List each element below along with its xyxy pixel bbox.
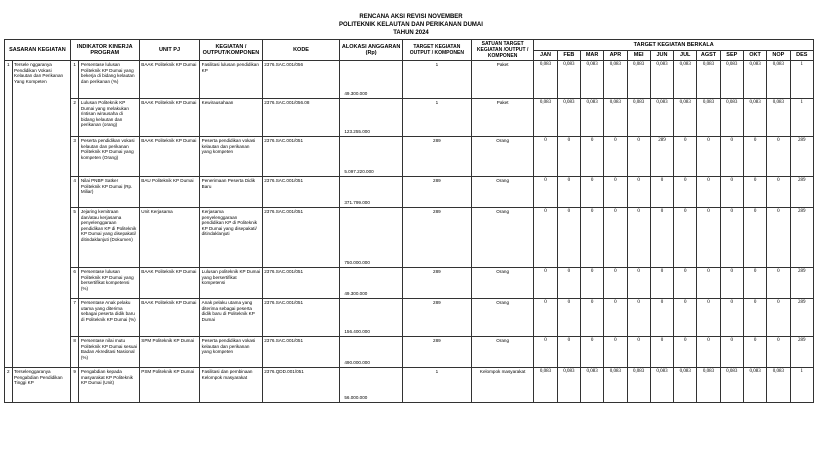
table-row bbox=[5, 99, 814, 137]
month-target: 0 bbox=[557, 337, 580, 368]
month-target: 0 bbox=[580, 299, 603, 337]
table-row bbox=[5, 61, 814, 99]
document-year: TAHUN 2024 bbox=[393, 30, 429, 36]
indikator-text: Pengabdian kepada masyarakat KP Politeknik KP Dumai (Unit) bbox=[79, 368, 139, 403]
sasaran-number: 1 bbox=[5, 61, 13, 368]
header-kode: KODE bbox=[262, 40, 340, 61]
satuan-target: Orang bbox=[471, 337, 534, 368]
month-target: 0,083 bbox=[557, 61, 580, 99]
month-target: 289 bbox=[790, 337, 814, 368]
month-target: 0 bbox=[580, 208, 603, 268]
month-target: 0 bbox=[720, 208, 743, 268]
month-target: 0 bbox=[534, 299, 557, 337]
alokasi-anggaran: 5.097.220.000 bbox=[340, 137, 403, 177]
kegiatan-text: Peserta pendidikan vokasi kelautan dan perikanan yang kompeten bbox=[200, 337, 263, 368]
month-target: 0,083 bbox=[604, 99, 627, 137]
sasaran-number: 2 bbox=[5, 368, 13, 403]
indikator-text: Persentase lulusan Politeknik KP Dumai yang bersertifikat kompetensi (%) bbox=[79, 268, 139, 299]
table-row bbox=[5, 368, 814, 403]
satuan-target: Paket bbox=[471, 99, 534, 137]
month-target: 0 bbox=[627, 137, 650, 177]
month-target: 0 bbox=[557, 177, 580, 208]
month-target: 0,083 bbox=[674, 368, 697, 403]
month-target: 0 bbox=[674, 337, 697, 368]
month-target: 0,083 bbox=[720, 61, 743, 99]
header-month: FEB bbox=[557, 50, 580, 61]
table-row bbox=[5, 268, 814, 299]
indikator-text: Lulusan Politeknik KP Dumai yang melakukan rintisan wirausaha di bidang kelautan dan perikanan (orang) bbox=[79, 99, 139, 137]
alokasi-anggaran: 56.000.000 bbox=[340, 368, 403, 403]
alokasi-anggaran: 490.000.000 bbox=[340, 337, 403, 368]
header-month: SEP bbox=[720, 50, 743, 61]
satuan-target: Orang bbox=[471, 177, 534, 208]
month-target: 0,083 bbox=[580, 99, 603, 137]
target-output: 1 bbox=[402, 61, 471, 99]
month-target: 0 bbox=[743, 268, 766, 299]
alokasi-anggaran: 123.255.000 bbox=[340, 99, 403, 137]
month-target: 289 bbox=[790, 299, 814, 337]
month-target: 0 bbox=[534, 208, 557, 268]
indikator-text: Jejaring kemitraan dan/atau kerjasama penyelenggaraan pendidikan KP di Politeknik KP Dumai yang disepakati/ ditindaklanjuti (Dokumen) bbox=[79, 208, 139, 268]
month-target: 0 bbox=[674, 268, 697, 299]
month-target: 0 bbox=[743, 208, 766, 268]
month-target: 0,083 bbox=[720, 368, 743, 403]
month-target: 0,083 bbox=[743, 99, 766, 137]
unit-pj: Unit Kerjasama bbox=[139, 208, 199, 268]
month-target: 0,083 bbox=[720, 99, 743, 137]
kegiatan-text: Fasilitasi lulusan pendidikan KP bbox=[200, 61, 263, 99]
header-unit: UNIT PJ bbox=[139, 40, 199, 61]
target-output: 1 bbox=[402, 99, 471, 137]
kode: 2376.SAC.001/051 bbox=[262, 208, 340, 268]
month-target: 0 bbox=[580, 268, 603, 299]
header-satuan: SATUAN TARGET KEGIATAN /OUTPUT / KOMPONEN bbox=[471, 40, 534, 61]
month-target: 0,083 bbox=[534, 99, 557, 137]
month-target: 0,083 bbox=[743, 61, 766, 99]
alokasi-anggaran: 750.000.000 bbox=[340, 208, 403, 268]
month-target: 0 bbox=[743, 299, 766, 337]
month-target: 289 bbox=[790, 268, 814, 299]
sasaran-text: Tersele nggaranya Pendidikan Vokasi Kelautan dan Perikanan Yang Kompeten bbox=[12, 61, 70, 368]
month-target: 0 bbox=[674, 208, 697, 268]
month-target: 0 bbox=[604, 208, 627, 268]
month-target: 0 bbox=[720, 268, 743, 299]
unit-pj: BAAK Politeknik KP Dumai bbox=[139, 137, 199, 177]
satuan-target: Kelompok masyarakat bbox=[471, 368, 534, 403]
table-row bbox=[5, 137, 814, 177]
month-target: 0,083 bbox=[534, 61, 557, 99]
month-target: 0 bbox=[674, 299, 697, 337]
month-target: 0 bbox=[604, 268, 627, 299]
unit-pj: BAAK Politeknik KP Dumai bbox=[139, 99, 199, 137]
month-target: 0,083 bbox=[604, 61, 627, 99]
target-output: 289 bbox=[402, 177, 471, 208]
month-target: 0 bbox=[580, 337, 603, 368]
kode: 2376.SAC.001/056 bbox=[262, 61, 340, 99]
month-target: 0 bbox=[697, 268, 720, 299]
header-sasaran: SASARAN KEGIATAN bbox=[5, 40, 71, 61]
header-alokasi: ALOKASI ANGGARAN (Rp) bbox=[340, 40, 403, 61]
month-target: 289 bbox=[790, 137, 814, 177]
kegiatan-text: Kerjasama penyelenggaraan pendidikan KP di Politeknik KP Dumai yang disepakati/ ditindaklanjuti bbox=[200, 208, 263, 268]
month-target: 0 bbox=[697, 137, 720, 177]
month-target: 1 bbox=[790, 61, 814, 99]
kode: 2376.SAC.001/051 bbox=[262, 177, 340, 208]
month-target: 0 bbox=[534, 337, 557, 368]
header-month: JAN bbox=[534, 50, 557, 61]
satuan-target: Orang bbox=[471, 137, 534, 177]
indikator-number: 4 bbox=[70, 177, 79, 208]
target-output: 289 bbox=[402, 337, 471, 368]
header-month: DES bbox=[790, 50, 814, 61]
header-month: AGST bbox=[697, 50, 720, 61]
header-indikator: INDIKATOR KINERJA PROGRAM bbox=[70, 40, 139, 61]
month-target: 0 bbox=[650, 337, 673, 368]
month-target: 0,083 bbox=[627, 368, 650, 403]
month-target: 0 bbox=[743, 177, 766, 208]
month-target: 0 bbox=[534, 137, 557, 177]
month-target: 0 bbox=[627, 268, 650, 299]
target-output: 1 bbox=[402, 368, 471, 403]
month-target: 0,083 bbox=[697, 99, 720, 137]
satuan-target: Paket bbox=[471, 61, 534, 99]
month-target: 0 bbox=[627, 177, 650, 208]
alokasi-anggaran: 49.300.000 bbox=[340, 268, 403, 299]
unit-pj: BAAK Politeknik KP Dumai bbox=[139, 268, 199, 299]
header-month: NOP bbox=[767, 50, 790, 61]
indikator-number: 8 bbox=[70, 337, 79, 368]
month-target: 289 bbox=[790, 208, 814, 268]
unit-pj: BAAK Politeknik KP Dumai bbox=[139, 299, 199, 337]
alokasi-anggaran: 371.799.000 bbox=[340, 177, 403, 208]
month-target: 0 bbox=[604, 299, 627, 337]
month-target: 0 bbox=[767, 208, 790, 268]
month-target: 0,083 bbox=[674, 61, 697, 99]
kode: 2376.SAC.001/056.08 bbox=[262, 99, 340, 137]
month-target: 0 bbox=[627, 208, 650, 268]
kode: 2376.SAC.001/051 bbox=[262, 299, 340, 337]
month-target: 0 bbox=[743, 337, 766, 368]
month-target: 0 bbox=[720, 299, 743, 337]
month-target: 0 bbox=[743, 137, 766, 177]
month-target: 0,083 bbox=[534, 368, 557, 403]
month-target: 0,083 bbox=[767, 368, 790, 403]
month-target: 0 bbox=[674, 177, 697, 208]
month-target: 0 bbox=[674, 137, 697, 177]
kegiatan-text: Peserta pendidikan vokasi kelautan dan perikanan yang kompeten bbox=[200, 137, 263, 177]
month-target: 0 bbox=[767, 268, 790, 299]
indikator-text: Persentase Anak pelaku utama yang diterima sebagai peserta didik baru di Politeknik KP Dumai (%) bbox=[79, 299, 139, 337]
header-row-1 bbox=[5, 40, 814, 51]
month-target: 0 bbox=[720, 177, 743, 208]
month-target: 0,083 bbox=[604, 368, 627, 403]
month-target: 0 bbox=[697, 299, 720, 337]
kegiatan-text: Penerimaan Peserta Didik Baru bbox=[200, 177, 263, 208]
month-target: 0,083 bbox=[743, 368, 766, 403]
month-target: 0,083 bbox=[627, 61, 650, 99]
table-row bbox=[5, 208, 814, 268]
header-month: JUL bbox=[674, 50, 697, 61]
indikator-text: Persentase lulusan Politeknik KP Dumai yang bekerja di bidang kelautan dan perikanan (%) bbox=[79, 61, 139, 99]
month-target: 0,083 bbox=[674, 99, 697, 137]
month-target: 0 bbox=[650, 268, 673, 299]
month-target: 0 bbox=[557, 137, 580, 177]
alokasi-anggaran: 156.400.000 bbox=[340, 299, 403, 337]
month-target: 0 bbox=[627, 299, 650, 337]
month-target: 0 bbox=[557, 299, 580, 337]
header-berkala: TARGET KEGIATAN BERKALA bbox=[534, 40, 814, 51]
month-target: 0 bbox=[604, 337, 627, 368]
month-target: 0,083 bbox=[627, 99, 650, 137]
month-target: 0 bbox=[580, 137, 603, 177]
month-target: 0 bbox=[720, 337, 743, 368]
sasaran-text: Terselenggaranya Pengabdian Pendidikan Tinggi KP bbox=[12, 368, 70, 403]
document-title: RENCANA AKSI REVISI NOVEMBER bbox=[359, 14, 463, 20]
month-target: 0 bbox=[604, 177, 627, 208]
kode: 2376.SAC.001/051 bbox=[262, 337, 340, 368]
target-output: 289 bbox=[402, 268, 471, 299]
satuan-target: Orang bbox=[471, 268, 534, 299]
header-month: MAR bbox=[580, 50, 603, 61]
header-kegiatan: KEGIATAN / OUTPUT/KOMPONEN bbox=[200, 40, 263, 61]
month-target: 289 bbox=[650, 137, 673, 177]
month-target: 0 bbox=[557, 268, 580, 299]
indikator-text: Nilai PNBP Satker Politeknik KP Dumai (Rp. Miliar) bbox=[79, 177, 139, 208]
indikator-text: Persentase nilai mutu Politeknik KP Dumai sesuai Badan Akreditasi Nasional (%) bbox=[79, 337, 139, 368]
header-month: APR bbox=[604, 50, 627, 61]
month-target: 0 bbox=[534, 177, 557, 208]
unit-pj: BAAK Politeknik KP Dumai bbox=[139, 61, 199, 99]
month-target: 0,083 bbox=[650, 368, 673, 403]
month-target: 0 bbox=[650, 177, 673, 208]
kegiatan-text: Anak pelaku utama yang diterima sebagai peserta didik baru di Politeknik KP Dumai bbox=[200, 299, 263, 337]
month-target: 0 bbox=[720, 137, 743, 177]
indikator-number: 9 bbox=[70, 368, 79, 403]
indikator-text: Peserta pendidikan vokasi kelautan dan perikanan Politeknik KP Dumai yang kompeten (Orang) bbox=[79, 137, 139, 177]
header-month: MEI bbox=[627, 50, 650, 61]
month-target: 0 bbox=[604, 137, 627, 177]
indikator-number: 5 bbox=[70, 208, 79, 268]
indikator-number: 2 bbox=[70, 99, 79, 137]
alokasi-anggaran: 49.300.000 bbox=[340, 61, 403, 99]
institution-name: POLITEKNIK KELAUTAN DAN PERIKANAN DUMAI bbox=[339, 22, 483, 28]
month-target: 0,083 bbox=[557, 99, 580, 137]
month-target: 0 bbox=[534, 268, 557, 299]
month-target: 0 bbox=[697, 208, 720, 268]
kode: 2376.QDD.001/051 bbox=[262, 368, 340, 403]
month-target: 0 bbox=[767, 137, 790, 177]
target-output: 289 bbox=[402, 299, 471, 337]
month-target: 0 bbox=[767, 299, 790, 337]
kegiatan-text: Kewirausahaan bbox=[200, 99, 263, 137]
month-target: 0,083 bbox=[650, 61, 673, 99]
unit-pj: PSM Politeknik KP Dumai bbox=[139, 368, 199, 403]
month-target: 289 bbox=[790, 177, 814, 208]
month-target: 0,083 bbox=[580, 368, 603, 403]
month-target: 0 bbox=[697, 177, 720, 208]
target-output: 289 bbox=[402, 137, 471, 177]
month-target: 0,083 bbox=[557, 368, 580, 403]
header-target: TARGET KEGIATAN OUTPUT / KOMPONEN bbox=[402, 40, 471, 61]
table-row bbox=[5, 299, 814, 337]
indikator-number: 3 bbox=[70, 137, 79, 177]
indikator-number: 7 bbox=[70, 299, 79, 337]
table-row bbox=[5, 177, 814, 208]
month-target: 0 bbox=[650, 208, 673, 268]
indikator-number: 6 bbox=[70, 268, 79, 299]
month-target: 0,083 bbox=[580, 61, 603, 99]
month-target: 0,083 bbox=[767, 99, 790, 137]
month-target: 0 bbox=[557, 208, 580, 268]
unit-pj: SPM Politeknik KP Dumai bbox=[139, 337, 199, 368]
kegiatan-text: Lulusan politeknik KP Dumai yang bersertifikat kompetensi bbox=[200, 268, 263, 299]
month-target: 0 bbox=[697, 337, 720, 368]
unit-pj: BAU Politeknik KP Dumai bbox=[139, 177, 199, 208]
month-target: 1 bbox=[790, 368, 814, 403]
kode: 2376.SAC.001/051 bbox=[262, 268, 340, 299]
kode: 2376.SAC.001/051 bbox=[262, 137, 340, 177]
satuan-target: Orang bbox=[471, 299, 534, 337]
month-target: 0 bbox=[650, 299, 673, 337]
month-target: 0 bbox=[767, 337, 790, 368]
month-target: 0,083 bbox=[697, 368, 720, 403]
action-plan-table bbox=[4, 39, 814, 403]
month-target: 0 bbox=[627, 337, 650, 368]
header-month: OKT bbox=[743, 50, 766, 61]
document-title-block bbox=[0, 0, 822, 39]
month-target: 0,083 bbox=[767, 61, 790, 99]
target-output: 289 bbox=[402, 208, 471, 268]
table-row bbox=[5, 337, 814, 368]
month-target: 0 bbox=[767, 177, 790, 208]
month-target: 0 bbox=[580, 177, 603, 208]
month-target: 0,083 bbox=[650, 99, 673, 137]
month-target: 1 bbox=[790, 99, 814, 137]
month-target: 0,083 bbox=[697, 61, 720, 99]
kegiatan-text: Fasilitasi dan pembinaan Kelompok masyarakat bbox=[200, 368, 263, 403]
indikator-number: 1 bbox=[70, 61, 79, 99]
header-month: JUN bbox=[650, 50, 673, 61]
satuan-target: Orang bbox=[471, 208, 534, 268]
